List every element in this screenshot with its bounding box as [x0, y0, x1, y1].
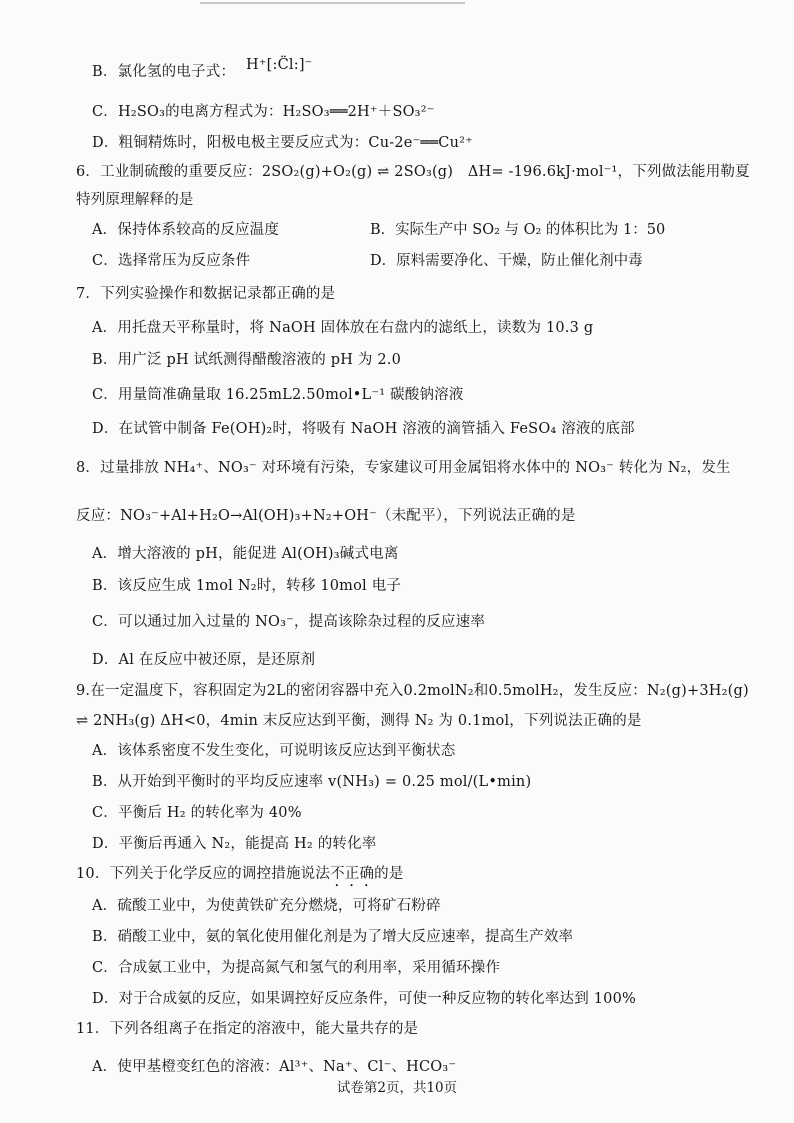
- q6-stem-line2: 特列原理解释的是: [76, 192, 194, 208]
- q6-option-d: D．原料需要净化、干燥，防止催化剂中毒: [370, 253, 643, 269]
- q7-option-c: C．用量筒准确量取 16.25mL2.50mol•L⁻¹ 碳酸钠溶液: [92, 387, 464, 403]
- q9-option-a: A．该体系密度不发生变化，可说明该反应达到平衡状态: [92, 743, 456, 759]
- q7-option-b: B．用广泛 pH 试纸测得醋酸溶液的 pH 为 2.0: [92, 352, 402, 368]
- top-divider: [200, 2, 465, 4]
- q8-stem-line2: 反应：NO₃⁻+Al+H₂O→Al(OH)₃+N₂+OH⁻（未配平），下列说法正确的是: [76, 508, 576, 524]
- hcl-electron-formula: H⁺[:C̈l:]⁻: [245, 57, 313, 73]
- q6-stem-line1: 6．工业制硫酸的重要反应：2SO₂(g)+O₂(g) ⇌ 2SO₃(g) ΔH= -196.6kJ·mol⁻¹，下列做法能用勒夏: [76, 164, 750, 180]
- q7-option-d: D．在试管中制备 Fe(OH)₂时，将吸有 NaOH 溶液的滴管插入 FeSO₄ 溶液的底部: [92, 421, 635, 437]
- prev-option-b: B．氯化氢的电子式： H⁺[:C̈l:]⁻: [92, 57, 313, 80]
- q6-option-a: A．保持体系较高的反应温度: [92, 222, 280, 238]
- q8-option-b: B．该反应生成 1mol N₂时，转移 10mol 电子: [92, 578, 402, 594]
- prev-option-d: D．粗铜精炼时，阳极电极主要反应式为：Cu-2e⁻══Cu²⁺: [92, 135, 473, 151]
- q11-option-a: A．使甲基橙变红色的溶液：Al³⁺、Na⁺、Cl⁻、HCO₃⁻: [92, 1059, 457, 1075]
- q8-option-c: C．可以通过加入过量的 NO₃⁻，提高该除杂过程的反应速率: [92, 614, 486, 630]
- page-footer: 试卷第2页，共10页: [336, 1080, 458, 1096]
- q10-option-d: D．对于合成氨的反应，如果调控好反应条件，可使一种反应物的转化率达到 100%: [92, 991, 636, 1007]
- q7-stem: 7．下列实验操作和数据记录都正确的是: [76, 286, 336, 302]
- q10-stem: 10．下列关于化学反应的调控措施说法不正确的是: [76, 866, 404, 882]
- q9-stem-line2: ⇌ 2NH₃(g) ΔH<0，4min 末反应达到平衡，测得 N₂ 为 0.1mol，下列说法正确的是: [76, 713, 642, 729]
- q10-option-b: B．硝酸工业中，氨的氧化使用催化剂是为了增大反应速率，提高生产效率: [92, 929, 574, 945]
- q10-emphasis: 不正确: [330, 866, 375, 882]
- q8-option-a: A．增大溶液的 pH，能促进 Al(OH)₃碱式电离: [92, 546, 399, 562]
- q9-stem-line1: 9.在一定温度下，容积固定为2L的密闭容器中充入0.2molN₂和0.5molH₂，发生反应：N₂(g)+3H₂(g): [76, 683, 749, 699]
- q9-option-d: D．平衡后再通入 N₂，能提高 H₂ 的转化率: [92, 836, 377, 852]
- q11-stem: 11．下列各组离子在指定的溶液中，能大量共存的是: [76, 1021, 419, 1037]
- q6-option-c: C．选择常压为反应条件: [92, 253, 251, 269]
- q9-option-c: C．平衡后 H₂ 的转化率为 40%: [92, 805, 302, 821]
- q8-option-d: D．Al 在反应中被还原，是还原剂: [92, 652, 316, 668]
- q9-option-b: B．从开始到平衡时的平均反应速率 v(NH₃) = 0.25 mol/(L•min): [92, 774, 532, 790]
- prev-option-c: C．H₂SO₃的电离方程式为：H₂SO₃══2H⁺＋SO₃²⁻: [92, 104, 435, 120]
- q10-option-a: A．硫酸工业中，为使黄铁矿充分燃烧，可将矿石粉碎: [92, 898, 441, 914]
- q7-option-a: A．用托盘天平称量时，将 NaOH 固体放在右盘内的滤纸上，读数为 10.3 g: [92, 320, 594, 336]
- q8-stem-line1: 8．过量排放 NH₄⁺、NO₃⁻ 对环境有污染，专家建议可用金属铝将水体中的 NO₃⁻ 转化为 N₂，发生: [76, 460, 731, 476]
- q10-option-c: C．合成氨工业中，为提高氮气和氢气的利用率，采用循环操作: [92, 960, 501, 976]
- q6-option-b: B．实际生产中 SO₂ 与 O₂ 的体积比为 1：50: [370, 222, 666, 238]
